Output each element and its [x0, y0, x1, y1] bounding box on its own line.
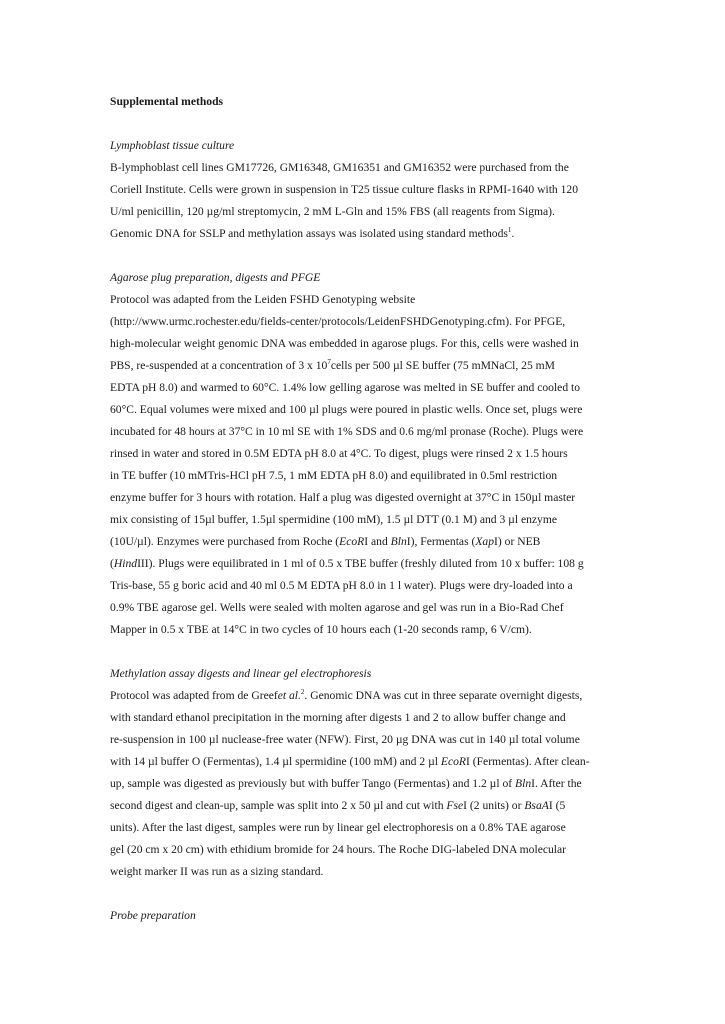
paragraph-line [110, 531, 620, 553]
section-heading: Methylation assay digests and linear gel electrophoresis [110, 667, 372, 680]
text-run: second digest and clean-up, sample was split into 2 x 50 µl and cut with [110, 799, 447, 812]
text-run: I (2 units) or [463, 799, 525, 812]
paragraph-line [110, 707, 620, 729]
section-heading: Lymphoblast tissue culture [110, 139, 235, 152]
text-run: cells per 500 µl SE buffer (75 mMNaCl, 25 mM [330, 359, 555, 372]
text-run: up, sample was digested as previously but with buffer Tango (Fermentas) and 1.2 µl of [110, 777, 516, 790]
text-run: high-molecular weight genomic DNA was embedded in agarose plugs. For this, cells were washed in [110, 337, 579, 350]
text-run: I) or NEB [494, 535, 541, 548]
section-heading: Probe preparation [110, 909, 196, 922]
text-run: with 14 µl buffer O (Fermentas), 1.4 µl spermidine (100 mM) and 2 µl [110, 755, 441, 768]
paragraph-line [110, 729, 620, 751]
text-run: re-suspension in 100 µl nuclease-free water (NFW). First, 20 µg DNA was cut in 140 µl total volume [110, 733, 580, 746]
paragraph-line [110, 619, 620, 641]
paragraph-line [110, 597, 620, 619]
paragraph-line [110, 223, 620, 245]
text-run: EDTA pH 8.0) and warmed to 60°C. 1.4% low gelling agarose was melted in SE buffer and cooled to [110, 381, 581, 394]
paragraph-line [110, 443, 620, 465]
paragraph-line [110, 311, 620, 333]
section-heading: Agarose plug preparation, digests and PFGE [110, 271, 321, 284]
citation-superscript: 1 [507, 226, 512, 235]
document-title: Supplemental methods [110, 95, 224, 108]
italic-text: Bln [515, 777, 532, 790]
text-run: units). After the last digest, samples were run by linear gel electrophoresis on a 0.8% TAE agarose [110, 821, 566, 834]
section-spacer [110, 641, 620, 663]
paragraph-line [110, 553, 620, 575]
italic-text: et al. [277, 689, 301, 702]
paragraph-line [110, 773, 620, 795]
text-run: rinsed in water and stored in 0.5M EDTA pH 8.0 at 4°C. To digest, plugs were rinsed 2 x 1.5 hours [110, 447, 568, 460]
text-run: I and [364, 535, 391, 548]
paragraph-line [110, 157, 620, 179]
text-run: Protocol was adapted from de Greef [110, 689, 278, 702]
sections-container [110, 113, 620, 927]
paragraph-line [110, 201, 620, 223]
italic-text: Hind [113, 557, 138, 570]
text-run: I (5 [548, 799, 566, 812]
text-run: I. After the [531, 777, 582, 790]
paragraph-line [110, 509, 620, 531]
paragraph-line [110, 575, 620, 597]
text-run: gel (20 cm x 20 cm) with ethidium bromide for 24 hours. The Roche DIG-labeled DNA molecular [110, 843, 567, 856]
paragraph-line [110, 289, 620, 311]
section-spacer [110, 883, 620, 905]
paragraph-line [110, 355, 620, 377]
italic-text: Xap [475, 535, 495, 548]
paragraph-line [110, 421, 620, 443]
text-run: B-lymphoblast cell lines GM17726, GM16348, GM16351 and GM16352 were purchased from the [110, 161, 569, 174]
text-run: (http://www.urmc.rochester.edu/fields-center/protocols/LeidenFSHDGenotyping.cfm). For PFGE, [110, 315, 566, 328]
paragraph-line [110, 685, 620, 707]
paragraph-line [110, 795, 620, 817]
citation-superscript: 7 [327, 358, 331, 367]
text-run: ( [110, 557, 114, 570]
text-run: U/ml penicillin, 120 µg/ml streptomycin, 2 mM L-Gln and 15% FBS (all reagents from Sigma). [110, 205, 555, 218]
document-content [110, 91, 620, 927]
section-spacer [110, 113, 620, 135]
text-run: incubated for 48 hours at 37°C in 10 ml SE with 1% SDS and 0.6 mg/ml pronase (Roche). Plugs were [110, 425, 584, 438]
italic-text: BsaA [524, 799, 549, 812]
paragraph-line [110, 487, 620, 509]
section [110, 905, 620, 927]
text-run: 0.9% TBE agarose gel. Wells were sealed with molten agarose and gel was run in a Bio-Rad Chef [110, 601, 564, 614]
paragraph-line [110, 817, 620, 839]
text-run: weight marker II was run as a sizing standard. [110, 865, 324, 878]
text-run: Tris-base, 55 g boric acid and 40 ml 0.5 M EDTA pH 8.0 in 1 l water). Plugs were dry-loaded into a [110, 579, 573, 592]
text-run: Genomic DNA for SSLP and methylation assays was isolated using standard methods [110, 227, 508, 240]
text-run: (10U/µl). Enzymes were purchased from Roche ( [110, 535, 340, 548]
text-run: 60°C. Equal volumes were mixed and 100 µl plugs were poured in plastic wells. Once set, plugs were [110, 403, 583, 416]
text-run: Coriell Institute. Cells were grown in suspension in T25 tissue culture flasks in RPMI-1640 with 120 [110, 183, 579, 196]
text-run: I (Fermentas). After clean- [465, 755, 590, 768]
text-run: with standard ethanol precipitation in the morning after digests 1 and 2 to allow buffer change and [110, 711, 566, 724]
text-run: I), Fermentas ( [406, 535, 476, 548]
italic-text: Fse [446, 799, 464, 812]
text-run: enzyme buffer for 3 hours with rotation. Half a plug was digested overnight at 37°C in 150µl master [110, 491, 576, 504]
text-run: . Genomic DNA was cut in three separate overnight digests, [304, 689, 583, 702]
section [110, 135, 620, 245]
paragraph-line [110, 333, 620, 355]
paragraph-line [110, 377, 620, 399]
text-run: mix consisting of 15µl buffer, 1.5µl spermidine (100 mM), 1.5 µl DTT (0.1 M) and 3 µl enzyme [110, 513, 558, 526]
citation-superscript: 2 [300, 688, 305, 697]
paragraph-line [110, 751, 620, 773]
section-spacer [110, 245, 620, 267]
section [110, 663, 620, 883]
paragraph-line [110, 399, 620, 421]
italic-text: Bln [390, 535, 407, 548]
text-run: PBS, re-suspended at a concentration of 3 x 10 [110, 359, 328, 372]
text-run: Mapper in 0.5 x TBE at 14°C in two cycles of 10 hours each (1-20 seconds ramp, 6 V/cm). [110, 623, 532, 636]
text-run: in TE buffer (10 mMTris-HCl pH 7.5, 1 mM EDTA pH 8.0) and equilibrated in 0.5ml restriction [110, 469, 558, 482]
text-run: III). Plugs were equilibrated in 1 ml of 0.5 x TBE buffer (freshly diluted from 10 x buffer: 108 g [137, 557, 584, 570]
text-run: Protocol was adapted from the Leiden FSHD Genotyping website [110, 293, 416, 306]
section [110, 267, 620, 641]
paragraph-line [110, 861, 620, 883]
italic-text: EcoR [440, 755, 466, 768]
text-run: . [511, 227, 515, 240]
paragraph-line [110, 839, 620, 861]
paragraph-line [110, 465, 620, 487]
paragraph-line [110, 179, 620, 201]
italic-text: EcoR [339, 535, 365, 548]
